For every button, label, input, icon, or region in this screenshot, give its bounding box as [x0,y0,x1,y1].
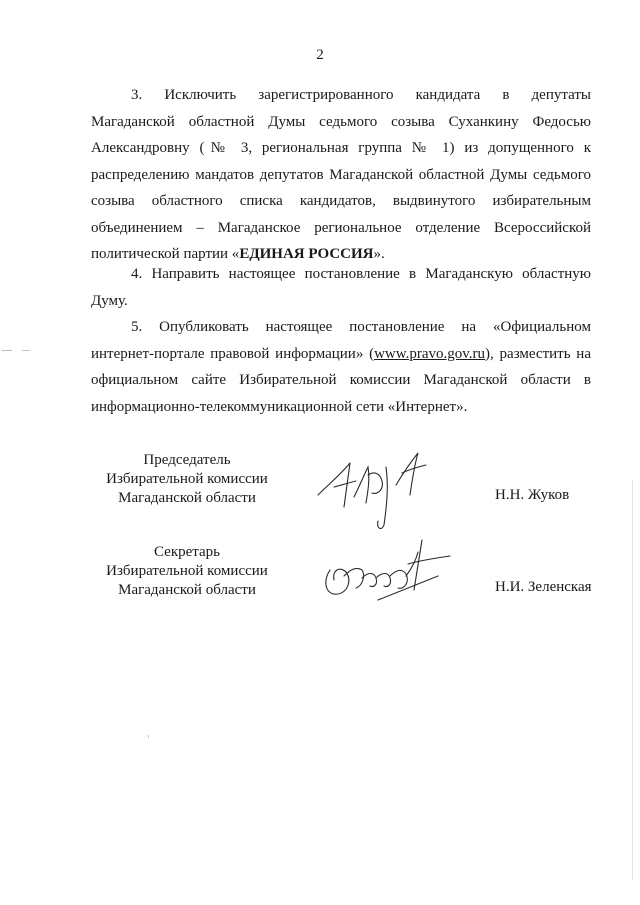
paragraph-line: 3. Исключить зарегистрированного кандидата в депутаты [131,87,591,103]
paragraph-line [91,341,591,368]
chair-title-line: Избирательной комиссии [106,471,268,487]
paragraph-item-5 [91,314,591,420]
paragraph-item-4 [91,261,591,314]
scan-artifact [148,735,149,738]
secretary-title-line: Избирательной комиссии [106,563,268,579]
secretary-name: Н.И. Зеленская [495,579,592,595]
paragraph-line: официальном сайте Избирательной комиссии Магаданской области в [91,372,591,388]
chair-title-line: Магаданской области [118,490,256,506]
chair-title [92,451,282,508]
text-fragment: ), разместить на [485,345,591,362]
paragraph-line: распределению мандатов депутатов Магаданской областной Думы седьмого [91,166,591,183]
text-fragment: ». [373,246,385,262]
paragraph-line: информационно-телекоммуникационной сети «Интернет». [91,398,468,415]
secretary-signature [318,530,458,610]
link-pravo-gov[interactable]: www.pravo.gov.ru [374,345,486,362]
scan-artifact [632,480,633,880]
paragraph-line: созыва областного списка кандидатов, выдвинутого избирательным [91,193,591,209]
paragraph-line: 5. Опубликовать настоящее постановление на «Официальном [131,319,591,335]
paragraph-line: Александровну (№ 3, региональная группа № 1) из допущенного к [91,140,591,156]
paragraph-line: 4. Направить настоящее постановление в Магаданскую областную [131,266,591,282]
scan-artifact [2,350,12,351]
page-number: 2 [316,47,324,63]
paragraph-item-3 [91,82,591,268]
text-fragment: политической партии « [91,246,240,262]
secretary-title [92,543,282,600]
chair-name: Н.Н. Жуков [495,487,570,503]
paragraph-line: объединением – Магаданское региональное отделение Всероссийской [91,219,591,236]
scan-artifact [22,350,30,351]
chair-title-line: Председатель [143,452,231,468]
paragraph-line: Магаданской областной Думы седьмого созыва Суханкину Федосью [91,113,591,130]
paragraph-line: Думу. [91,292,128,309]
secretary-title-line: Секретарь [153,544,221,560]
chair-signature [310,445,440,535]
text-fragment: интернет-портале правовой информации» ( [91,345,375,362]
secretary-title-line: Магаданской области [118,582,256,598]
party-name: ЕДИНАЯ РОССИЯ [239,246,374,262]
